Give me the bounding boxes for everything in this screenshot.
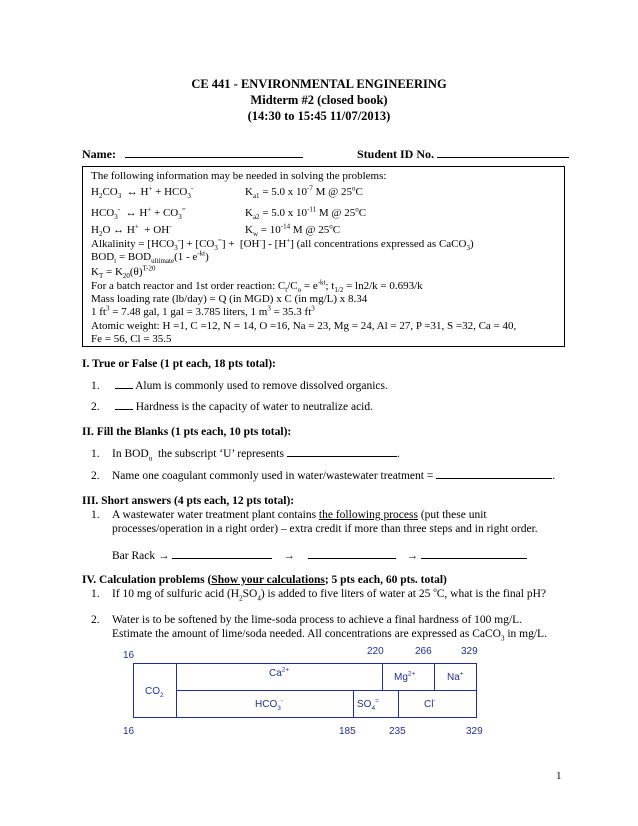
alkalinity-formula: Alkalinity = $[HCO_3^-] + [CO_3^=] + [OH^-] - [H^+]$ (all concentrations expressed as CaCO$_3$) (91, 236, 474, 253)
arrow-right-icon: → (406, 550, 418, 562)
section-1-item-1: 1. Alum is commonly used to remove dissolved organics. (91, 380, 388, 392)
diagram-top-label-16: 16 (123, 650, 135, 661)
diagram-bottom-label-329: 329 (466, 726, 483, 737)
diagram-divider-ca-mg (382, 663, 383, 691)
kw: $K_w = 10^{-14}$ M @ 25$^o$C (245, 222, 341, 239)
diagram-divider-so4-cl (398, 690, 399, 718)
section-3-item-1-line-2: processes/operation in a right order) – extra credit if more than three steps and in right order. (112, 523, 538, 535)
name-field[interactable] (82, 147, 303, 162)
answer-blank-process-3[interactable] (421, 548, 527, 559)
kt-formula: $K_T = K_{20}(\theta)^{T-20}$ (91, 264, 156, 281)
diagram-divider-hco3-so4 (353, 690, 354, 718)
course-title: CE 441 - ENVIRONMENTAL ENGINEERING (191, 77, 447, 91)
section-4-item-2-line-1: 2. Water is to be softened by the lime-soda process to achieve a final hardness of 100 mg/L. (91, 614, 523, 626)
section-1-item-2: 2. Hardness is the capacity of water to neutralize acid. (91, 401, 373, 413)
answer-blank-tf-1[interactable] (115, 378, 133, 389)
arrow-right-icon: → (157, 550, 170, 562)
answer-blank-tf-2[interactable] (115, 399, 133, 410)
section-3-title: III. Short answers (4 pts each, 12 pts total): (82, 495, 295, 507)
page-number: 1 (556, 770, 562, 782)
diagram-label-so4: $SO_4^=$ (357, 697, 379, 712)
student-id-blank[interactable] (437, 147, 569, 158)
section-2-item-1: 1. In $BOD_u$ the subscript ‘U’ represents . (91, 448, 400, 463)
ka1: $K_{a1} = 5.0$ x $10^{-7}$ M @ 25$^o$C (245, 184, 363, 201)
diagram-label-na: Na+ (447, 670, 464, 683)
name-blank[interactable] (125, 147, 303, 158)
name-label: Name: (82, 147, 116, 161)
section-4-title: IV. Calculation problems (Show your calculations; 5 pts each, 60 pts. total) (82, 574, 447, 586)
equation-bicarbonate: $HCO_3^-$ ↔ $H^+ + CO_3^=$ (91, 205, 186, 222)
answer-blank-process-2[interactable] (308, 548, 396, 559)
exam-time: (14:30 to 15:45 11/07/2013) (247, 109, 391, 123)
section-3-item-1-line-1: 1. A wastewater water treatment plant contains the following process (put these unit (91, 509, 487, 521)
diagram-bottom-label-185: 185 (339, 726, 356, 737)
section-1-title: I. True or False (1 pt each, 18 pts total): (82, 358, 276, 370)
atomic-weights-line2: Fe = 56, Cl = 35.5 (91, 333, 172, 345)
diagram-label-ca: $Ca^{2+}$ (269, 666, 290, 679)
diagram-label-cl: Cl- (424, 697, 436, 710)
section-4-item-1: 1. If 10 mg of sulfuric acid $(H_2SO_4)$ is added to five liters of water at 25 $^o$C, what is the final pH? (91, 586, 546, 603)
section-2-item-2: 2. Name one coagulant commonly used in water/wastewater treatment = . (91, 470, 556, 482)
diagram-label-hco3: $HCO_3^-$ (255, 697, 284, 712)
diagram-divider-mg-na (434, 663, 435, 691)
info-intro: The following information may be needed in solving the problems: (91, 170, 387, 182)
exam-title: Midterm #2 (closed book) (250, 93, 388, 107)
student-id-field[interactable] (357, 147, 569, 162)
process-sequence: Bar Rack → → → (112, 548, 527, 563)
arrow-right-icon: → (283, 550, 295, 562)
diagram-bottom-label-16: 16 (123, 726, 135, 737)
diagram-label-mg: $Mg^{2+}$ (394, 670, 416, 683)
mass-loading-formula: Mass loading rate (lb/day) = Q (in MGD) x C (in mg/L) x 8.34 (91, 293, 368, 305)
diagram-middle-line (176, 690, 477, 691)
answer-blank-fill-1[interactable] (287, 446, 397, 457)
answer-blank-process-1[interactable] (172, 548, 272, 559)
atomic-weights-line1: Atomic weight: H =1, C =12, N = 14, O =16, Na = 23, Mg = 24, Al = 27, P =31, S =32, Ca = 40, (91, 320, 517, 332)
unit-conversions: 1 $ft^3 = 7.48$ gal, 1 gal = 3.785 liters, 1 $m^3 = 35.3$ $ft^3$ (91, 304, 315, 318)
diagram-top-label-266: 266 (415, 646, 432, 657)
diagram-top-label-329: 329 (461, 646, 478, 657)
section-4-item-2-line-2: Estimate the amount of lime/soda needed. All concentrations are expressed as CaCO$_3$ in mg/L. (112, 628, 547, 643)
diagram-bottom-label-235: 235 (389, 726, 406, 737)
student-id-label: Student ID No. (357, 147, 435, 161)
equation-water: $H_2O$ ↔ H+ + OH- (91, 222, 172, 239)
ka2: $K_{a2} = 5.0$ x $10^{-11}$ M @ 25$^o$C (245, 205, 367, 222)
diagram-top-label-220: 220 (367, 646, 384, 657)
bod-formula: $BOD_t = BOD_{ultimate}(1 - e^{-kt})$ (91, 249, 209, 266)
answer-blank-fill-2[interactable] (436, 468, 552, 479)
section-2-title: II. Fill the Blanks (1 pts each, 10 pts total): (82, 426, 292, 438)
diagram-label-co2: $CO_2$ (145, 686, 164, 699)
equation-carbonic: $H_2CO_3$ ↔ $H^+ + HCO_3^-$ (91, 184, 194, 201)
batch-reactor-formula: For a batch reactor and 1st order reaction: $C_t/C_o = e^{-kt}$; $t_{1/2} = \ln 2/k = 0.693/k$ (91, 278, 423, 295)
